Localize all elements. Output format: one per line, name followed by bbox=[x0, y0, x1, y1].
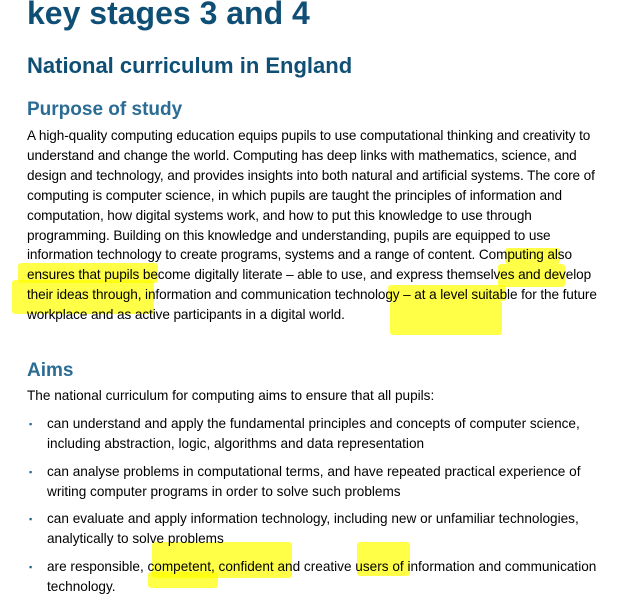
list-item-text: can evaluate and apply information technology, including new or unfamiliar technologies, analytically to solve problems bbox=[47, 511, 579, 547]
bullet-icon: ▪ bbox=[29, 466, 33, 477]
page-subtitle: National curriculum in England bbox=[27, 53, 353, 78]
aims-intro: The national curriculum for computing aims to ensure that all pupils: bbox=[27, 388, 435, 403]
list-item bbox=[27, 462, 613, 503]
list-item bbox=[27, 557, 613, 598]
purpose-paragraph: A high-quality computing education equips pupils to use computational thinking and creativity to understand and change the world. Computing has deep links with mathematics, science, and design and technology, and provides insights into both natural and artificial systems. The core of computing is computer science, in which pupils are taught the principles of information and computation, how digital systems work, and how to put this knowledge to use through programming. Building on this knowledge and understanding, pupils are equipped to use information technology to create programs, systems and a range of content. Computing also ensures that pupils become digitally literate – able to use, and express themselves and develop their ideas through, information and communication technology – at a level suitable for the future workplace and as active participants in a digital world. bbox=[27, 128, 597, 323]
list-item bbox=[27, 414, 613, 455]
list-item-text: are responsible, competent, confident and creative users of information and communication technology. bbox=[47, 558, 597, 595]
list-item-text: can understand and apply the fundamental principles and concepts of computer science, including abstraction, logic, algorithms and data representation bbox=[47, 416, 580, 452]
bullet-icon: ▪ bbox=[29, 419, 33, 429]
bullet-icon: ▪ bbox=[29, 561, 33, 572]
section-heading-aims: Aims bbox=[27, 360, 74, 381]
list-item bbox=[27, 509, 613, 550]
bullet-icon: ▪ bbox=[29, 514, 33, 525]
aims-list bbox=[27, 414, 613, 604]
page-title: key stages 3 and 4 bbox=[27, 0, 310, 31]
list-item-text: can analyse problems in computational terms, and have repeated practical experience of writing computer programs in order to solve such problems bbox=[47, 463, 581, 499]
section-heading-purpose: Purpose of study bbox=[27, 99, 183, 120]
